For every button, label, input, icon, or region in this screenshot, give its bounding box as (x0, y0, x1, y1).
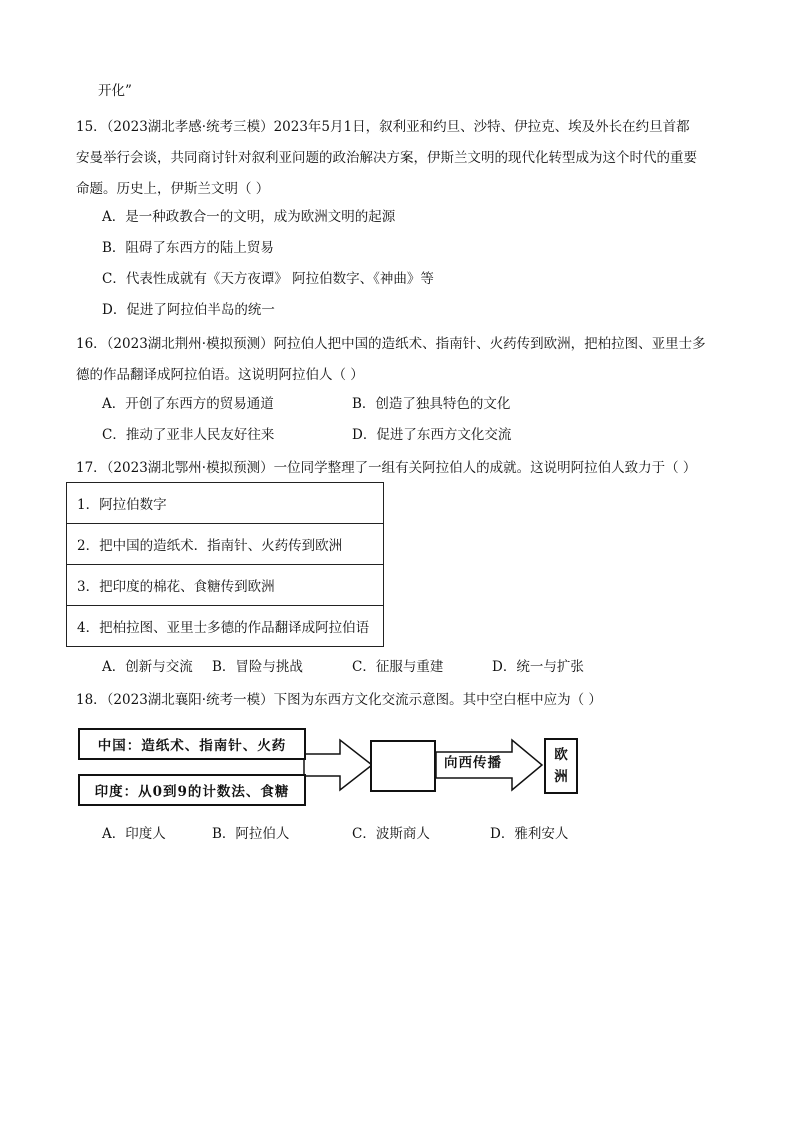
q15-stem-line-1: 15．（2023湖北孝感·统考三模）2023年5月1日，叙利亚和约旦、沙特、伊拉克、埃及外长在约旦首都 (76, 119, 690, 135)
q18-stem-line-1: 18．（2023湖北襄阳·统考一模）下图为东西方文化交流示意图。其中空白框中应为（ ） (76, 692, 602, 708)
table-row (67, 565, 384, 606)
q16-option-b[interactable]: B．创造了独具特色的文化 (352, 396, 511, 412)
q17-option-c[interactable]: C．征服与重建 (352, 659, 444, 675)
q18-option-a[interactable]: A．印度人 (102, 826, 166, 842)
q17-option-b[interactable]: B．冒险与挑战 (212, 659, 303, 675)
table-cell: 4．把柏拉图、亚里士多德的作品翻译成阿拉伯语 (67, 606, 384, 647)
arrow-to-blank (304, 740, 372, 790)
q16-stem-line-1: 16．（2023湖北荆州·模拟预测）阿拉伯人把中国的造纸术、指南针、火药传到欧洲，把柏拉图、亚里士多 (76, 336, 706, 352)
q17-option-d[interactable]: D．统一与扩张 (492, 659, 584, 675)
spread-west-label: 向西传播 (444, 755, 502, 771)
q16-option-c[interactable]: C．推动了亚非人民友好往来 (102, 427, 275, 443)
china-contribution-box: 中国：造纸术、指南针、火药 (78, 728, 306, 760)
europe-label-1: 欧 (554, 747, 568, 763)
table-cell: 3．把印度的棉花、食糖传到欧洲 (67, 565, 384, 606)
q15-option-b[interactable]: B．阻碍了东西方的陆上贸易 (102, 240, 274, 256)
achievements-table (66, 482, 384, 647)
europe-label-2: 洲 (554, 769, 568, 785)
q16-stem-line-2: 德的作品翻译成阿拉伯语。这说明阿拉伯人（ ） (76, 367, 364, 383)
q15-stem-line-3: 命题。历史上，伊斯兰文明（ ） (76, 181, 270, 197)
table-row (67, 483, 384, 524)
q18-option-b[interactable]: B．阿拉伯人 (212, 826, 290, 842)
q15-stem-line-2: 安曼举行会谈，共同商讨针对叙利亚问题的政治解决方案，伊斯兰文明的现代化转型成为这个时代的重要 (76, 150, 697, 166)
india-contribution-box: 印度：从0到9的计数法、食糖 (78, 774, 306, 806)
table-row (67, 524, 384, 565)
q18-option-c[interactable]: C．波斯商人 (352, 826, 430, 842)
q15-option-a[interactable]: A．是一种政教合一的文明，成为欧洲文明的起源 (102, 209, 396, 225)
table-cell: 2．把中国的造纸术．指南针、火药传到欧洲 (67, 524, 384, 565)
q17-option-a[interactable]: A．创新与交流 (102, 659, 193, 675)
blank-answer-box (370, 740, 436, 792)
continuation-text: 开化” (98, 83, 132, 99)
table-cell: 1．阿拉伯数字 (67, 483, 384, 524)
q18-option-d[interactable]: D．雅利安人 (490, 826, 569, 842)
q16-option-a[interactable]: A．开创了东西方的贸易通道 (102, 396, 274, 412)
q15-option-c[interactable]: C．代表性成就有《天方夜谭》 阿拉伯数字、《神曲》等 (102, 271, 434, 287)
table-row (67, 606, 384, 647)
q15-option-d[interactable]: D．促进了阿拉伯半岛的统一 (102, 302, 275, 318)
q16-option-d[interactable]: D．促进了东西方文化交流 (352, 427, 512, 443)
q17-stem-line-1: 17．（2023湖北鄂州·模拟预测）一位同学整理了一组有关阿拉伯人的成就。这说明阿拉伯人致力于（ ） (76, 460, 697, 476)
europe-box (544, 738, 578, 794)
